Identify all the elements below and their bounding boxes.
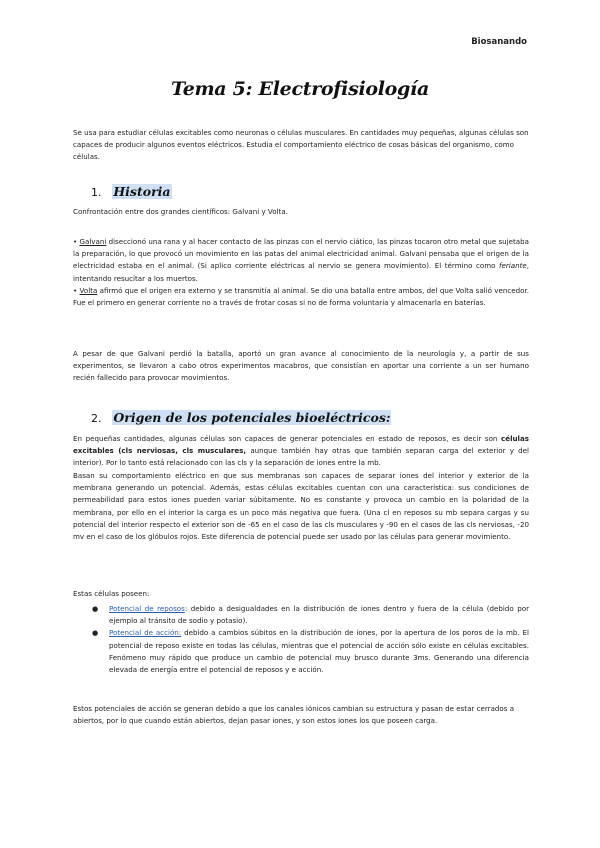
section-1-title: Historia bbox=[113, 184, 171, 199]
section-1-closing: A pesar de que Galvani perdió la batalla, aportó un gran avance al conocimiento de la neurología y, a partir de sus experimentos, se llevaron a cabo otros experimentos macabros, que consistían en aportar una corriente a un ser humano recién fallecido para provocar movimientos. bbox=[73, 349, 529, 383]
section-2-paragraph-2: Basan su comportamiento eléctrico en que sus membranas son capaces de separar iones del interior y exterior de la membrana generando un potencial. Además, estas células excitables cuentan con una característica: sus condiciones de permeabilidad para estos iones pueden variar súbitamente. No es constante y provoca un cambio en la polaridad de la membrana, por ello en el interior la carga es un poco más negativa que fuera. (Una cl en reposos su mb separa cargas y su potencial del interior respecto el exterior son de -65 en el caso de las cls musculares y -90 en el casos de las cls nerviosas, -20 mv en el caso de los glóbulos rojos. Este diferencia de potencial puede ser usado por las células para generar movimiento. bbox=[73, 471, 529, 542]
galvani-name: Galvani bbox=[79, 237, 107, 246]
header-brand: Biosanando bbox=[471, 37, 527, 47]
section-2-number: 2. bbox=[91, 412, 102, 425]
galvani-term: feriante bbox=[498, 261, 527, 271]
section-2-p1-bold: células excitables (cls nerviosas, cls musculares, bbox=[73, 434, 529, 456]
galvani-text: diseccionó una rana y al hacer contacto de las pinzas con el nervio ciático, las pinzas tocaron otro metal que sujetaba la preparación, lo que provocó un movimiento en las patas del animal electricidad animal. Galvani pensaba que el origen de la electricidad estaba en el animal. (Si aplico corriente eléctricas al nervio se genera movimiento). El término como bbox=[73, 237, 529, 271]
galvani-bullet: • bbox=[73, 237, 78, 246]
list-item-bullet: ● bbox=[92, 604, 99, 613]
section-2-closing: Estos potenciales de acción se generan debido a que los canales iónicos cambian su estructura y pasan de estar cerrados a abiertos, por lo que cuando están abiertos, dejan pasar iones, y son estos iones los que poseen carga. bbox=[73, 704, 515, 726]
list-item-text: : debido a desigualdades en la distribución de iones dentro y fuera de la célula (debido por ejemplo al tránsito de sodio y potasio). bbox=[109, 604, 529, 626]
page-title: Tema 5: Electrofisiología bbox=[171, 78, 429, 100]
section-2-list bbox=[92, 603, 529, 676]
volta-name: Volta bbox=[79, 285, 98, 295]
section-1-lead: Confrontación entre dos grandes científicos: Galvani y Volta. bbox=[73, 207, 288, 216]
galvani-paragraph bbox=[73, 236, 529, 309]
list-item-text: debido a cambios súbitos en la distribución de iones, por la apertura de los poros de la mb. El potencial de reposo existe en todas las células, mientras que el potencial de acción sólo existe en células excitables. Fenómeno muy rápido que produce un cambio de potencial muy brusco durante 3ms. Generando una diferencia elevada de energía entre el potencial de reposos y e acción. bbox=[109, 628, 529, 675]
section-2-paragraph-1 bbox=[73, 433, 529, 470]
volta-text: afirmó que el origen era externo y se transmitía al animal. Se dio una batalla entre ambos, del que Volta salió vencedor. Fue el primero en generar corriente no a través de frotar cosas si no de forma voluntaria y almacenarla en baterías. bbox=[73, 285, 529, 308]
section-2-title: Origen de los potenciales bioeléctricos: bbox=[113, 410, 391, 425]
volta-bullet: • bbox=[73, 285, 78, 295]
section-2-list-intro: Estas células poseen: bbox=[73, 589, 150, 598]
intro-paragraph: Se usa para estudiar células excitables como neuronas o células musculares. En cantidades muy pequeñas, algunas células son capaces de producir algunos eventos eléctricos. Estudia el comportamiento eléctrico de cosas básicas del organismo, como células. bbox=[73, 128, 529, 162]
list-item bbox=[92, 627, 529, 676]
list-item bbox=[92, 603, 529, 627]
list-item-link[interactable]: Potencial de reposos bbox=[109, 604, 185, 613]
section-1-number: 1. bbox=[91, 186, 102, 199]
section-2-p1-b: aunque también hay otras que también separan carga del exterior y del interior). Por lo tanto está relacionado con las cls y la separación de iones entre la mb. bbox=[73, 446, 529, 468]
section-2-heading bbox=[91, 410, 391, 425]
list-item-link[interactable]: Potencial de acción: bbox=[109, 628, 182, 638]
section-1-heading bbox=[91, 184, 172, 199]
list-item-bullet: ● bbox=[92, 628, 99, 638]
section-2-p1-a: En pequeñas cantidades, algunas células son capaces de generar potenciales en estado de reposos, es decir son bbox=[73, 434, 502, 443]
galvani-end: , intentando resucitar a los muertos. bbox=[73, 261, 529, 283]
